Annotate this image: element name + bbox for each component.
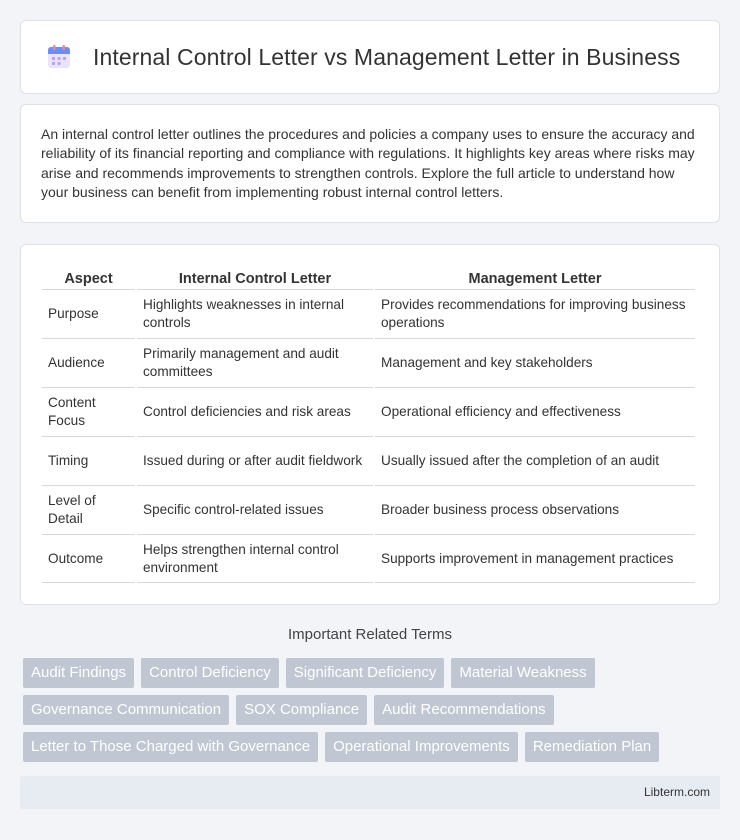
cell-aspect: Level of Detail (42, 485, 135, 534)
table-row (42, 338, 695, 387)
related-terms-list (23, 658, 723, 769)
cell-management: Broader business process observations (375, 485, 695, 534)
calendar-icon (45, 43, 73, 71)
cell-internal-control: Helps strengthen internal control environment (137, 534, 373, 583)
tag-row (23, 732, 723, 762)
cell-internal-control: Highlights weaknesses in internal controls (137, 289, 373, 338)
cell-internal-control: Specific control-related issues (137, 485, 373, 534)
column-header-management-letter: Management Letter (468, 271, 602, 287)
tag-remediation-plan[interactable]: Remediation Plan (525, 732, 659, 762)
cell-internal-control: Control deficiencies and risk areas (137, 387, 373, 436)
intro-text: An internal control letter outlines the procedures and policies a company uses to ensure the accuracy and reliability of its financial reporting and compliance with regulations. It highlights key areas where risks may arise and recommends improvements to strengthen controls. Explore the full article to understand how your business can benefit from implementing robust internal control letters. (41, 126, 695, 200)
comparison-table (40, 265, 697, 583)
cell-aspect: Content Focus (42, 387, 135, 436)
tag-governance-communication[interactable]: Governance Communication (23, 695, 229, 725)
cell-aspect: Purpose (42, 289, 135, 338)
column-header-aspect: Aspect (64, 271, 113, 287)
tag-letter-to-governance[interactable]: Letter to Those Charged with Governance (23, 732, 318, 762)
cell-aspect: Outcome (42, 534, 135, 583)
header-card (20, 20, 720, 94)
tag-audit-recommendations[interactable]: Audit Recommendations (374, 695, 553, 725)
cell-internal-control: Primarily management and audit committees (137, 338, 373, 387)
cell-internal-control: Issued during or after audit fieldwork (137, 436, 373, 485)
table-row (42, 436, 695, 485)
comparison-card (20, 244, 720, 605)
column-header-internal-control-letter: Internal Control Letter (178, 271, 332, 287)
cell-management: Operational efficiency and effectiveness (375, 387, 695, 436)
cell-aspect: Audience (42, 338, 135, 387)
cell-management: Supports improvement in management practices (375, 534, 695, 583)
footer-site-link[interactable]: Libterm.com (643, 785, 710, 799)
cell-management: Provides recommendations for improving business operations (375, 289, 695, 338)
table-row (42, 485, 695, 534)
tag-control-deficiency[interactable]: Control Deficiency (141, 658, 279, 688)
table-row (42, 289, 695, 338)
page-title: Internal Control Letter vs Management Letter in Business (93, 43, 681, 70)
intro-card (20, 104, 720, 223)
table-header-row (42, 265, 695, 289)
tag-material-weakness[interactable]: Material Weakness (451, 658, 594, 688)
cell-management: Usually issued after the completion of an audit (375, 436, 695, 485)
related-terms-title: Important Related Terms (288, 626, 452, 643)
cell-aspect: Timing (42, 436, 135, 485)
tag-sox-compliance[interactable]: SOX Compliance (236, 695, 367, 725)
footer (20, 776, 720, 809)
table-row (42, 387, 695, 436)
tag-operational-improvements[interactable]: Operational Improvements (325, 732, 518, 762)
tag-significant-deficiency[interactable]: Significant Deficiency (286, 658, 445, 688)
tag-row (23, 695, 723, 725)
table-row (42, 534, 695, 583)
tag-audit-findings[interactable]: Audit Findings (23, 658, 134, 688)
tag-row (23, 658, 723, 688)
cell-management: Management and key stakeholders (375, 338, 695, 387)
